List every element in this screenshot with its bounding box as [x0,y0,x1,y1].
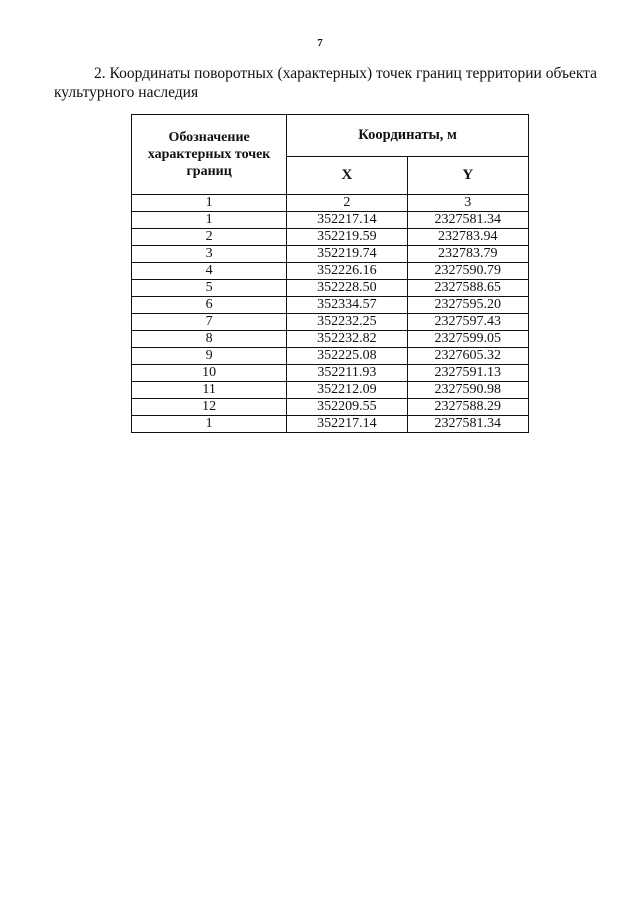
point-number: 11 [132,382,287,399]
coordinate-y: 232783.79 [407,246,528,263]
table-row [132,229,529,246]
table-row [132,399,529,416]
section-heading-line-1: 2. Координаты поворотных (характерных) точек границ территории объекта [94,65,598,82]
coordinate-x: 352217.14 [287,416,407,433]
numbering-cell-2: 2 [287,195,407,212]
coordinate-y: 2327591.13 [407,365,528,382]
coordinate-y: 2327581.34 [407,416,528,433]
coordinate-y: 2327590.79 [407,263,528,280]
coordinate-y: 232783.94 [407,229,528,246]
numbering-row [132,195,529,212]
coordinate-y: 2327597.43 [407,314,528,331]
point-number: 8 [132,331,287,348]
coordinate-x: 352226.16 [287,263,407,280]
point-number: 4 [132,263,287,280]
coordinate-x: 352232.82 [287,331,407,348]
coordinate-x: 352219.74 [287,246,407,263]
table-row [132,212,529,229]
coordinate-x: 352217.14 [287,212,407,229]
table-row [132,416,529,433]
point-number: 1 [132,212,287,229]
coordinates-table-body [132,195,529,433]
coordinate-y: 2327588.29 [407,399,528,416]
coordinate-y: 2327605.32 [407,348,528,365]
table-row [132,246,529,263]
section-heading [54,64,604,102]
table-row [132,280,529,297]
coordinate-x: 352209.55 [287,399,407,416]
coordinate-x: 352211.93 [287,365,407,382]
coordinates-table [131,114,529,433]
numbering-cell-1: 1 [132,195,287,212]
coordinates-table-header [132,115,529,195]
table-row [132,263,529,280]
table-row [132,314,529,331]
header-coordinates: Координаты, м [287,115,529,157]
numbering-cell-3: 3 [407,195,528,212]
coordinate-x: 352232.25 [287,314,407,331]
point-number: 6 [132,297,287,314]
table-row [132,348,529,365]
coordinate-y: 2327588.65 [407,280,528,297]
point-number: 3 [132,246,287,263]
header-designation: Обозначение характерных точек границ [132,115,287,195]
point-number: 9 [132,348,287,365]
coordinate-x: 352212.09 [287,382,407,399]
table-row [132,297,529,314]
section-heading-line-2: культурного наследия [54,84,199,101]
coordinate-x: 352219.59 [287,229,407,246]
table-row [132,331,529,348]
coordinate-y: 2327581.34 [407,212,528,229]
page-number: 7 [317,37,323,49]
coordinate-x: 352225.08 [287,348,407,365]
header-y: Y [407,156,528,194]
point-number: 1 [132,416,287,433]
table-row [132,382,529,399]
coordinate-x: 352228.50 [287,280,407,297]
header-x: X [287,156,407,194]
coordinate-y: 2327595.20 [407,297,528,314]
table-row [132,365,529,382]
point-number: 2 [132,229,287,246]
coordinate-y: 2327599.05 [407,331,528,348]
point-number: 12 [132,399,287,416]
coordinate-y: 2327590.98 [407,382,528,399]
point-number: 7 [132,314,287,331]
point-number: 10 [132,365,287,382]
coordinate-x: 352334.57 [287,297,407,314]
point-number: 5 [132,280,287,297]
